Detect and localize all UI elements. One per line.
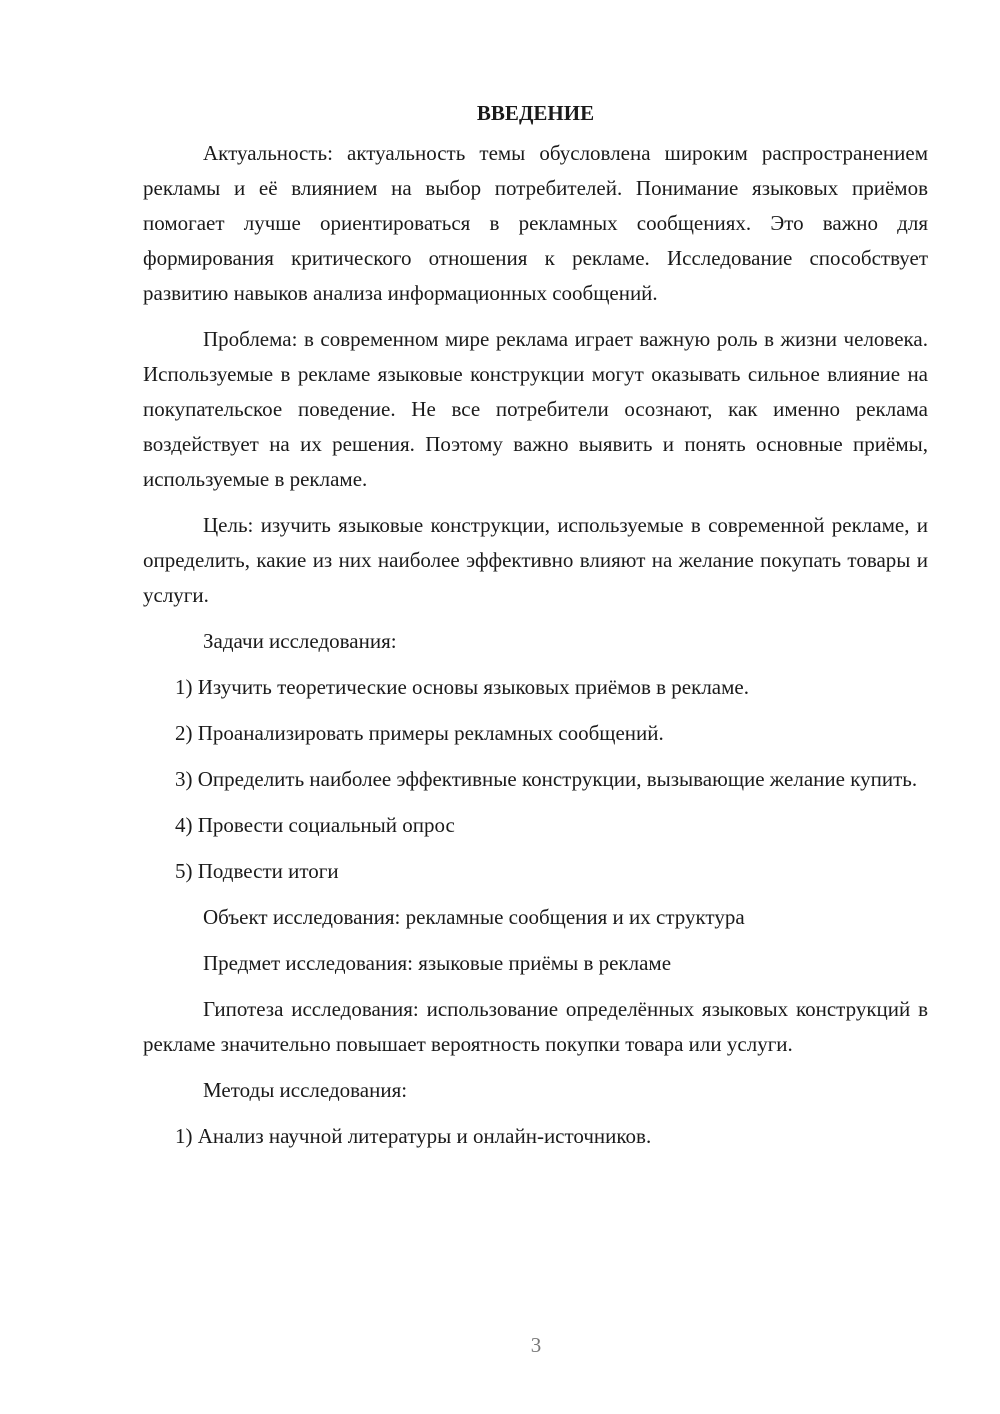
task-item: 1) Изучить теоретические основы языковых приёмов в рекламе. [175,675,749,699]
page-title: ВВЕДЕНИЕ [476,101,595,125]
page-number: 3 [530,1333,542,1357]
task-item: 2) Проанализировать примеры рекламных сообщений. [175,721,664,745]
subject-paragraph: Предмет исследования: языковые приёмы в рекламе [203,951,672,975]
object-paragraph: Объект исследования: рекламные сообщения и их структура [203,905,745,929]
goal-paragraph: Цель: изучить языковые конструкции, используемые в современной рекламе, и определить, какие из них наиболее эффективно влияют на желание покупать товары и услуги. [143,513,928,607]
page-content [143,98,928,1165]
methods-title: Методы исследования: [203,1078,408,1102]
task-item: 4) Провести социальный опрос [175,813,455,837]
task-item: 3) Определить наиболее эффективные конструкции, вызывающие желание купить. [175,767,918,791]
problem-paragraph: Проблема: в современном мире реклама играет важную роль в жизни человека. Используемые в рекламе языковые конструкции могут оказывать сильное влияние на покупательское поведение. Не все потребители осознают, как именно реклама воздействует на их решения. Поэтому важно выявить и понять основные приёмы, используемые в рекламе. [143,327,928,491]
method-item: 1) Анализ научной литературы и онлайн-источников. [175,1124,652,1148]
hypothesis-paragraph: Гипотеза исследования: использование определённых языковых конструкций в рекламе значительно повышает вероятность покупки товара или услуги. [143,997,928,1056]
task-item: 5) Подвести итоги [175,859,339,883]
tasks-title: Задачи исследования: [203,629,397,653]
relevance-paragraph: Актуальность: актуальность темы обусловлена широким распространением рекламы и её влиянием на выбор потребителей. Понимание языковых приёмов помогает лучше ориентироваться в рекламных сообщениях. Это важно для формирования критического отношения к рекламе. Исследование способствует развитию навыков анализа информационных сообщений. [143,141,928,305]
